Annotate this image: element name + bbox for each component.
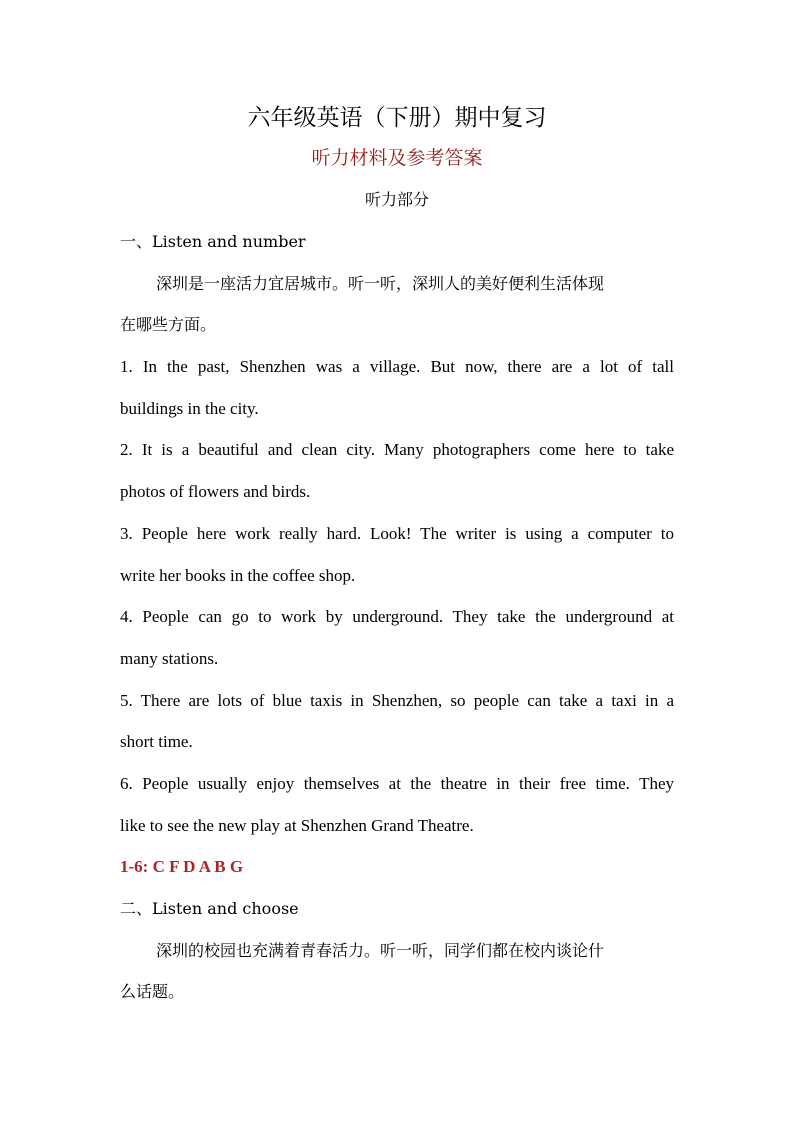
page-subtitle: 听力材料及参考答案 bbox=[311, 147, 483, 169]
item-4-line2: many stations. bbox=[120, 648, 219, 668]
part2-intro-line1: 深圳的校园也充满着青春活力。听一听，同学们都在校内谈论什 bbox=[156, 940, 605, 960]
item-4-line1: 4. People can go to work by underground. They take the underground at bbox=[120, 607, 674, 627]
item-2-line1: 2. It is a beautiful and clean city. Many photographers come here to take bbox=[120, 440, 674, 460]
answer-key: 1-6: C F D A B G bbox=[120, 857, 244, 877]
page-title: 六年级英语（下册）期中复习 bbox=[247, 105, 547, 131]
item-3-line1: 3. People here work really hard. Look! The writer is using a computer to bbox=[120, 523, 674, 543]
item-5-line2: short time. bbox=[120, 732, 193, 752]
item-6-line1: 6. People usually enjoy themselves at the theatre in their free time. They bbox=[120, 773, 674, 793]
part1-heading: 一、Listen and number bbox=[120, 232, 306, 251]
part1-intro-line2: 在哪些方面。 bbox=[120, 315, 217, 335]
section-label: 听力部分 bbox=[364, 190, 429, 209]
part2-intro-line2: 么话题。 bbox=[120, 982, 185, 1002]
part2-heading: 二、Listen and choose bbox=[120, 899, 299, 918]
item-6-line2: like to see the new play at Shenzhen Grand Theatre. bbox=[120, 815, 474, 835]
item-2-line2: photos of flowers and birds. bbox=[120, 482, 311, 502]
item-1-line1: 1. In the past, Shenzhen was a village. But now, there are a lot of tall bbox=[120, 357, 674, 377]
document-body bbox=[120, 221, 674, 1013]
item-1-line2: buildings in the city. bbox=[120, 398, 259, 418]
part1-intro-line1: 深圳是一座活力宜居城市。听一听，深圳人的美好便利生活体现 bbox=[156, 273, 605, 293]
item-5-line1: 5. There are lots of blue taxis in Shenzhen, so people can take a taxi in a bbox=[120, 690, 674, 710]
item-3-line2: write her books in the coffee shop. bbox=[120, 565, 356, 585]
